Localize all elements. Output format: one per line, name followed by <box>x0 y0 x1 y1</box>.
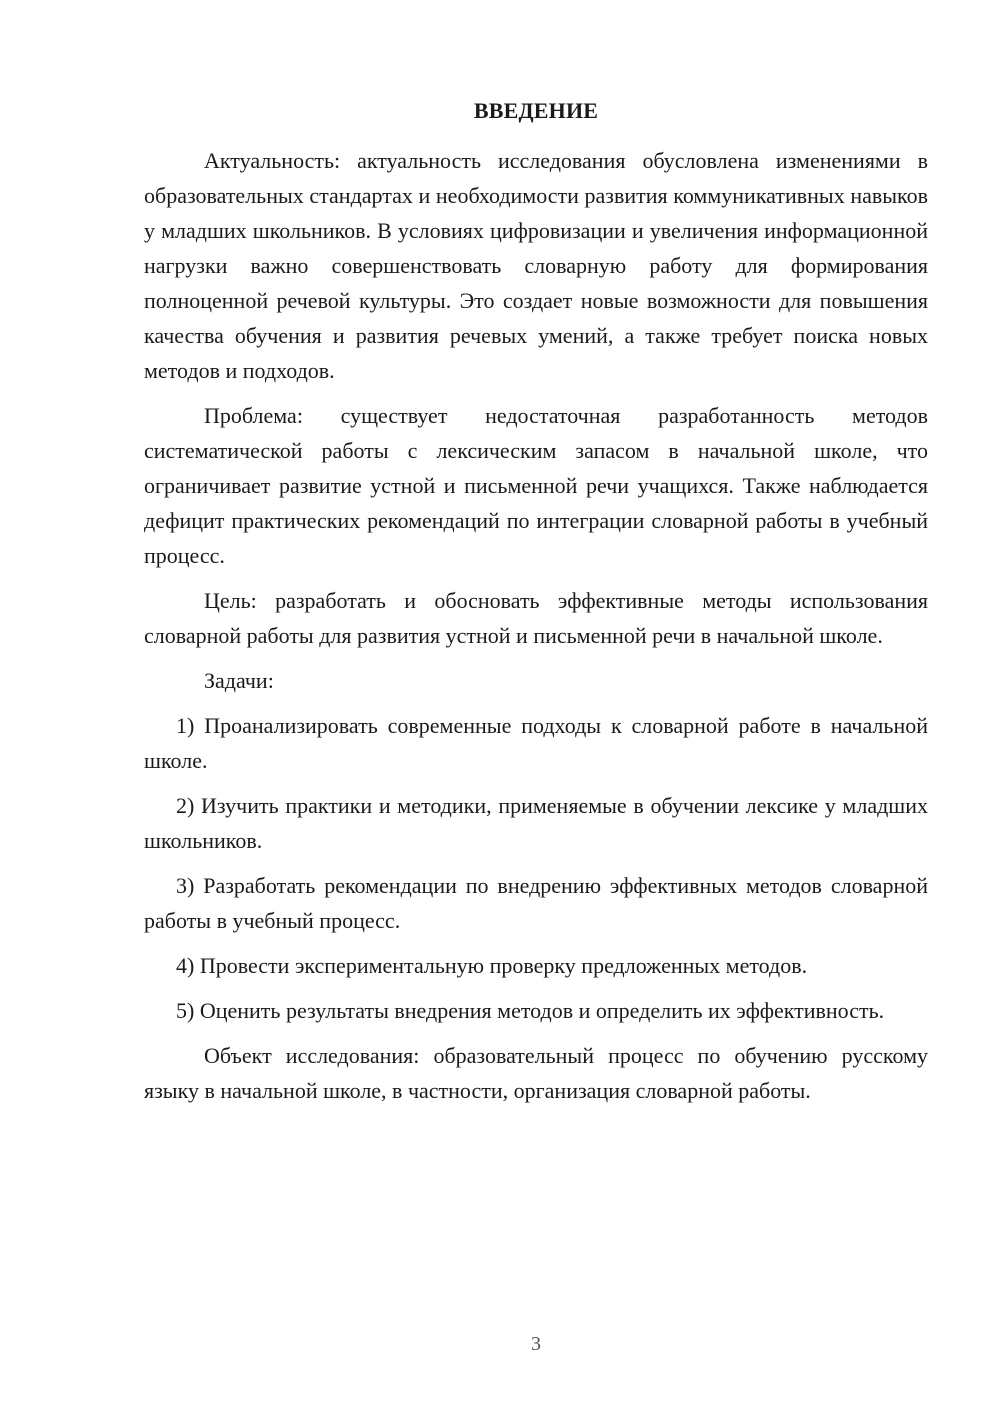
task-item-3: 3) Разработать рекомендации по внедрению эффективных методов словарной работы в учебный процесс. <box>144 873 928 933</box>
paragraph-goal: Цель: разработать и обосновать эффективные методы использования словарной работы для развития устной и письменной речи в начальной школе. <box>144 588 928 648</box>
section-title: ВВЕДЕНИЕ <box>473 98 599 123</box>
paragraph-object: Объект исследования: образовательный процесс по обучению русскому языку в начальной школе, в частности, организация словарной работы. <box>144 1043 928 1103</box>
task-item-5: 5) Оценить результаты внедрения методов и определить их эффективность. <box>176 998 885 1023</box>
task-item-1: 1) Проанализировать современные подходы к словарной работе в начальной школе. <box>144 713 928 773</box>
task-item-2: 2) Изучить практики и методики, применяемые в обучении лексике у младших школьников. <box>144 793 928 853</box>
paragraph-tasks-heading: Задачи: <box>204 668 274 693</box>
body-text <box>144 143 928 1108</box>
paragraph-problem: Проблема: существует недостаточная разработанность методов систематической работы с лексическим запасом в начальной школе, что ограничивает развитие устной и письменной речи учащихся. Также наблюдается дефицит практических рекомендаций по интеграции словарной работы в учебный процесс. <box>144 403 928 568</box>
paragraph-relevance: Актуальность: актуальность исследования обусловлена изменениями в образовательных стандартах и необходимости развития коммуникативных навыков у младших школьников. В условиях цифровизации и увеличения информационной нагрузки важно совершенствовать словарную работу для формирования полноценной речевой культуры. Это создает новые возможности для повышения качества обучения и развития речевых умений, а также требует поиска новых методов и подходов. <box>144 148 928 383</box>
task-item-4: 4) Провести экспериментальную проверку предложенных методов. <box>176 953 808 978</box>
page-number: 3 <box>531 1333 541 1355</box>
